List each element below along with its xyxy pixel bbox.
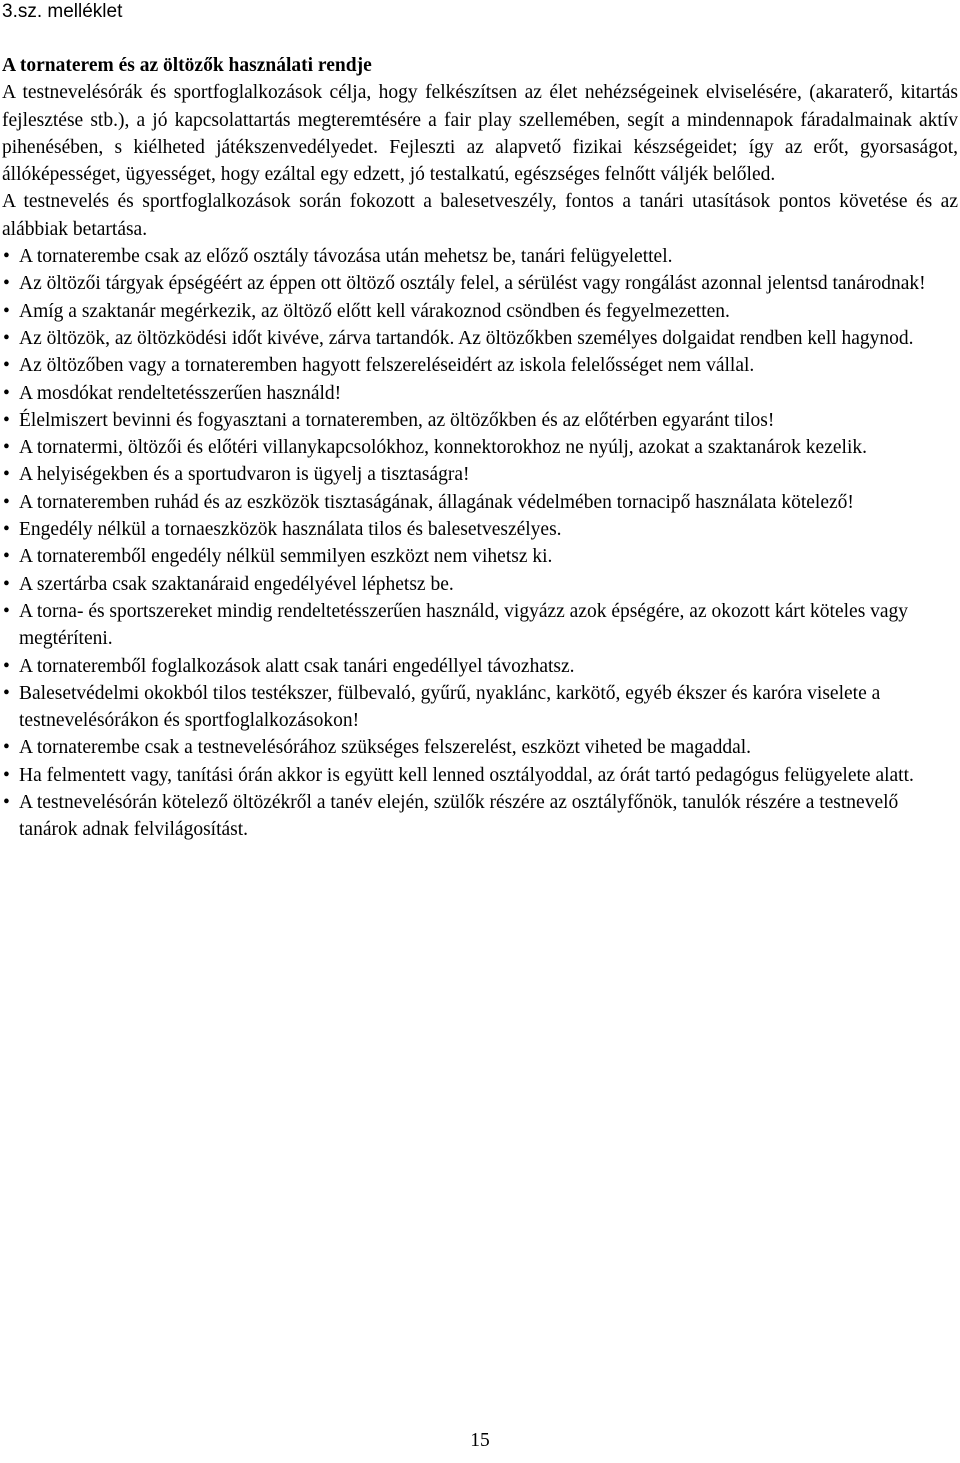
- rule-text: A tornatermi, öltözői és előtéri villanykapcsolókhoz, konnektorokhoz ne nyúlj, azokat a szaktanárok kezelik.: [19, 437, 867, 459]
- bullet-icon: •: [3, 600, 10, 622]
- document-title: A tornaterem és az öltözők használati rendje: [2, 55, 372, 76]
- rule-text: Amíg a szaktanár megérkezik, az öltöző előtt kell várakoznod csöndben és fegyelmezetten.: [19, 300, 730, 322]
- rule-item: [2, 461, 958, 488]
- rule-item: [2, 516, 958, 543]
- rule-item: [2, 571, 958, 598]
- rule-text: A tornaterembe csak az előző osztály távozása után mehetsz be, tanári felügyelettel.: [19, 246, 673, 268]
- rule-text: A torna- és sportszereket mindig rendeltetésszerűen használd, vigyázz azok épségére, az okozott kárt köteles vagy megtéríteni.: [19, 600, 909, 650]
- bullet-icon: •: [3, 382, 10, 404]
- rule-text: A mosdókat rendeltetésszerűen használd!: [19, 382, 342, 404]
- rule-item: [2, 762, 958, 789]
- intro-paragraph: A testnevelésórák és sportfoglalkozások célja, hogy felkészítsen az élet nehézségeinek elviselésére, (akaraterő, kitartás fejlesztése stb.), a jó kapcsolattartás megteremtésére a fair play szellemében, segít a mindennapok fáradalmainak aktív pihenésében, s kiélheted játékszenvedélyedet. Fejleszti az alapvető fizikai készségeidet; így az erőt, gyorsaságot, állóképességet, ügyességet, hogy ezáltal egy edzett, jó testalkatú, egészséges felnőtt váljék belőled.: [2, 82, 958, 186]
- bullet-icon: •: [3, 246, 10, 268]
- rule-text: A tornaterembe csak a testnevelésórához szükséges felszerelést, eszközt viheted be magaddal.: [19, 737, 752, 759]
- rule-text: A szertárba csak szaktanáraid engedélyével léphetsz be.: [19, 573, 454, 595]
- rule-text: Balesetvédelmi okokból tilos testékszer, fülbevaló, gyűrű, nyaklánc, karkötő, egyéb ékszer és karóra viselete a testnevelésórákon és sportfoglalkozásokon!: [19, 682, 881, 732]
- rule-item: [2, 598, 958, 653]
- rule-item: [2, 270, 958, 297]
- rule-text: Az öltözői tárgyak épségéért az éppen ott öltöző osztály felel, a sérülést vagy rongálást azonnal jelentsd tanárodnak!: [19, 273, 926, 295]
- rule-text: Az öltözök, az öltözködési időt kivéve, zárva tartandók. Az öltözőkben személyes dolgaidat rendben kell hagynod.: [19, 327, 914, 349]
- rule-text: Élelmiszert bevinni és fogyasztani a tornateremben, az öltözőkben és az előtérben egyaránt tilos!: [19, 409, 775, 431]
- rule-text: A tornateremből foglalkozások alatt csak tanári engedéllyel távozhatsz.: [19, 655, 575, 677]
- bullet-icon: •: [3, 546, 10, 568]
- rule-item: [2, 680, 958, 735]
- bullet-icon: •: [3, 409, 10, 431]
- rule-item: [2, 434, 958, 461]
- rule-text: A tornateremből engedély nélkül semmilyen eszközt nem vihetsz ki.: [19, 546, 553, 568]
- rules-list: [2, 243, 958, 844]
- rule-item: [2, 789, 958, 844]
- bullet-icon: •: [3, 655, 10, 677]
- rule-item: [2, 734, 958, 761]
- bullet-icon: •: [3, 327, 10, 349]
- bullet-icon: •: [3, 491, 10, 513]
- page-number: 15: [470, 1430, 490, 1451]
- bullet-icon: •: [3, 519, 10, 541]
- document-body: [2, 52, 958, 844]
- rule-item: [2, 407, 958, 434]
- rule-text: A testnevelésórán kötelező öltözékről a tanév elején, szülők részére az osztályfőnök, tanulók részére a testnevelő tanárok adnak felvilágosítást.: [19, 792, 899, 841]
- rule-item: [2, 489, 958, 516]
- bullet-icon: •: [3, 437, 10, 459]
- bullet-icon: •: [3, 764, 10, 786]
- rule-item: [2, 243, 958, 270]
- rule-item: [2, 543, 958, 570]
- rule-text: Az öltözőben vagy a tornateremben hagyott felszereléseidért az iskola felelősséget nem vállal.: [19, 355, 755, 377]
- bullet-icon: •: [3, 792, 10, 814]
- rule-text: Engedély nélkül a tornaeszközök használata tilos és balesetveszélyes.: [19, 519, 562, 541]
- bullet-icon: •: [3, 300, 10, 322]
- rule-item: [2, 653, 958, 680]
- rule-item: [2, 325, 958, 352]
- bullet-icon: •: [3, 682, 10, 704]
- bullet-icon: •: [3, 355, 10, 377]
- bullet-icon: •: [3, 573, 10, 595]
- document-header-label: 3.sz. melléklet: [2, 1, 123, 22]
- safety-paragraph: A testnevelés és sportfoglalkozások során fokozott a balesetveszély, fontos a tanári utasítások pontos követése és az alábbiak betartása.: [2, 191, 958, 240]
- rule-text: Ha felmentett vagy, tanítási órán akkor is együtt kell lenned osztályoddal, az órát tartó pedagógus felügyelete alatt.: [19, 764, 914, 786]
- rule-text: A tornateremben ruhád és az eszközök tisztaságának, állagának védelmében tornacipő használata kötelező!: [19, 491, 854, 513]
- rule-item: [2, 352, 958, 379]
- bullet-icon: •: [3, 737, 10, 759]
- rule-item: [2, 298, 958, 325]
- bullet-icon: •: [3, 273, 10, 295]
- bullet-icon: •: [3, 464, 10, 486]
- rule-item: [2, 380, 958, 407]
- rule-text: A helyiségekben és a sportudvaron is ügyelj a tisztaságra!: [19, 464, 470, 486]
